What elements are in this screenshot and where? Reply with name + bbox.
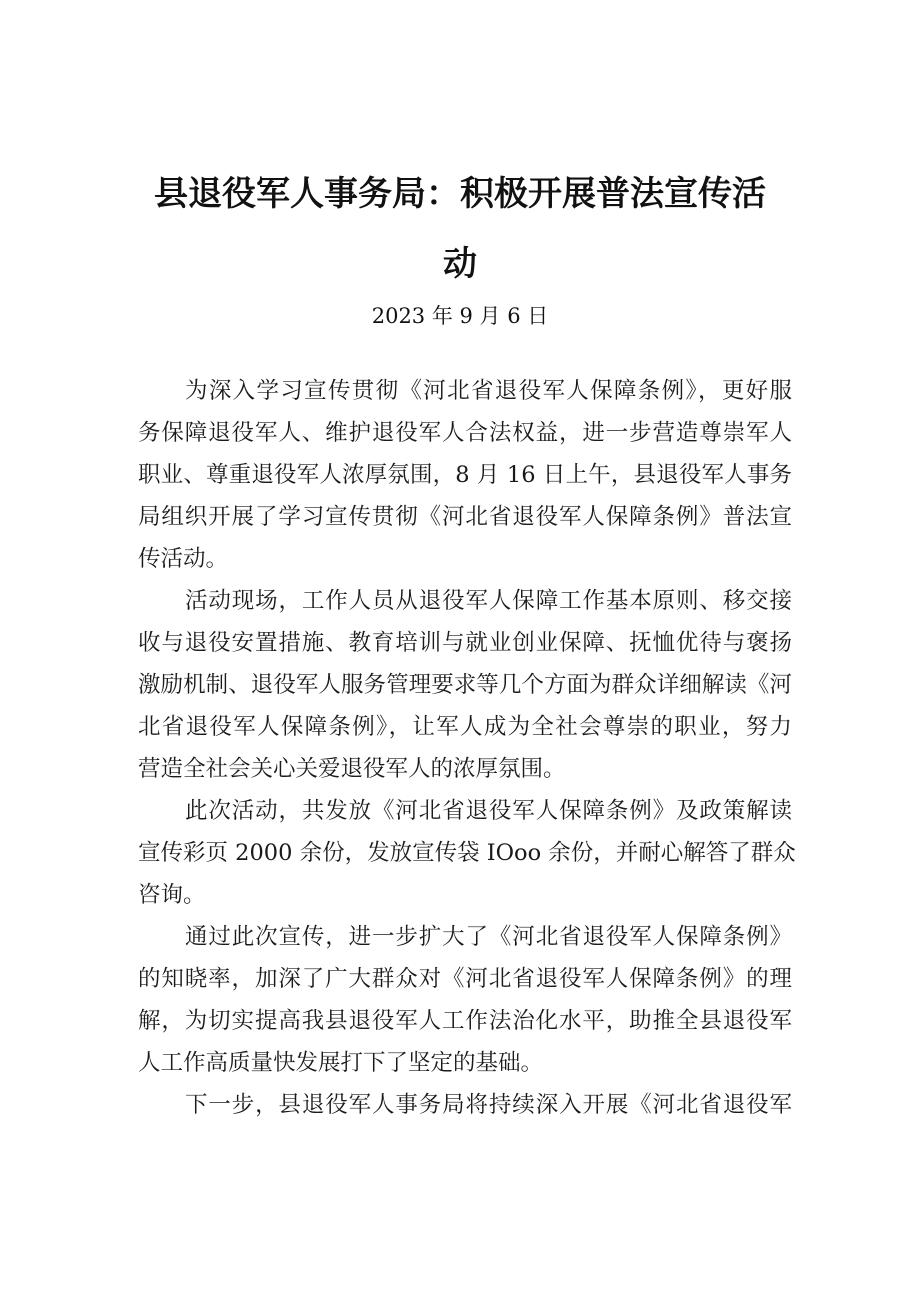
body-line: 职业、尊重退役军人浓厚氛围，8 月 16 日上午，县退役军人事务 — [138, 462, 792, 488]
body-line: 通过此次宣传，进一步扩大了《河北省退役军人保障条例》 — [185, 924, 792, 950]
body-line: 传活动。 — [138, 546, 229, 572]
body-line: 收与退役安置措施、教育培训与就业创业保障、抚恤优待与褒扬 — [138, 630, 792, 656]
body-line: 人工作高质量快发展打下了坚定的基础。 — [138, 1050, 544, 1076]
body-line: 局组织开展了学习宣传贯彻《河北省退役军人保障条例》普法宣 — [138, 504, 792, 530]
body-line: 解，为切实提高我县退役军人工作法治化水平，助推全县退役军 — [138, 1008, 792, 1034]
body-line: 激励机制、退役军人服务管理要求等几个方面为群众详细解读《河 — [138, 672, 792, 698]
body-line: 北省退役军人保障条例》，让军人成为全社会尊崇的职业，努力 — [138, 714, 792, 740]
title-line-2: 动 — [443, 244, 477, 284]
body-line: 宣传彩页 2000 余份，发放宣传袋 IOoo 余份，并耐心解答了群众 — [138, 840, 796, 866]
body-line: 咨询。 — [138, 882, 206, 908]
article-body — [138, 370, 796, 1126]
body-line: 为深入学习宣传贯彻《河北省退役军人保障条例》，更好服 — [185, 378, 792, 404]
publish-date: 2023 年 9 月 6 日 — [371, 304, 549, 328]
body-line: 的知晓率，加深了广大群众对《河北省退役军人保障条例》的理 — [138, 966, 792, 992]
body-line: 活动现场，工作人员从退役军人保障工作基本原则、移交接 — [185, 588, 792, 614]
body-line: 下一步，县退役军人事务局将持续深入开展《河北省退役军 — [185, 1092, 792, 1118]
body-line: 营造全社会关心关爱退役军人的浓厚氛围。 — [138, 756, 566, 782]
body-line: 务保障退役军人、维护退役军人合法权益，进一步营造尊崇军人 — [138, 420, 792, 446]
body-line: 此次活动，共发放《河北省退役军人保障条例》及政策解读 — [185, 798, 792, 824]
title-line-1: 县退役军人事务局：积极开展普法宣传活 — [154, 174, 766, 214]
